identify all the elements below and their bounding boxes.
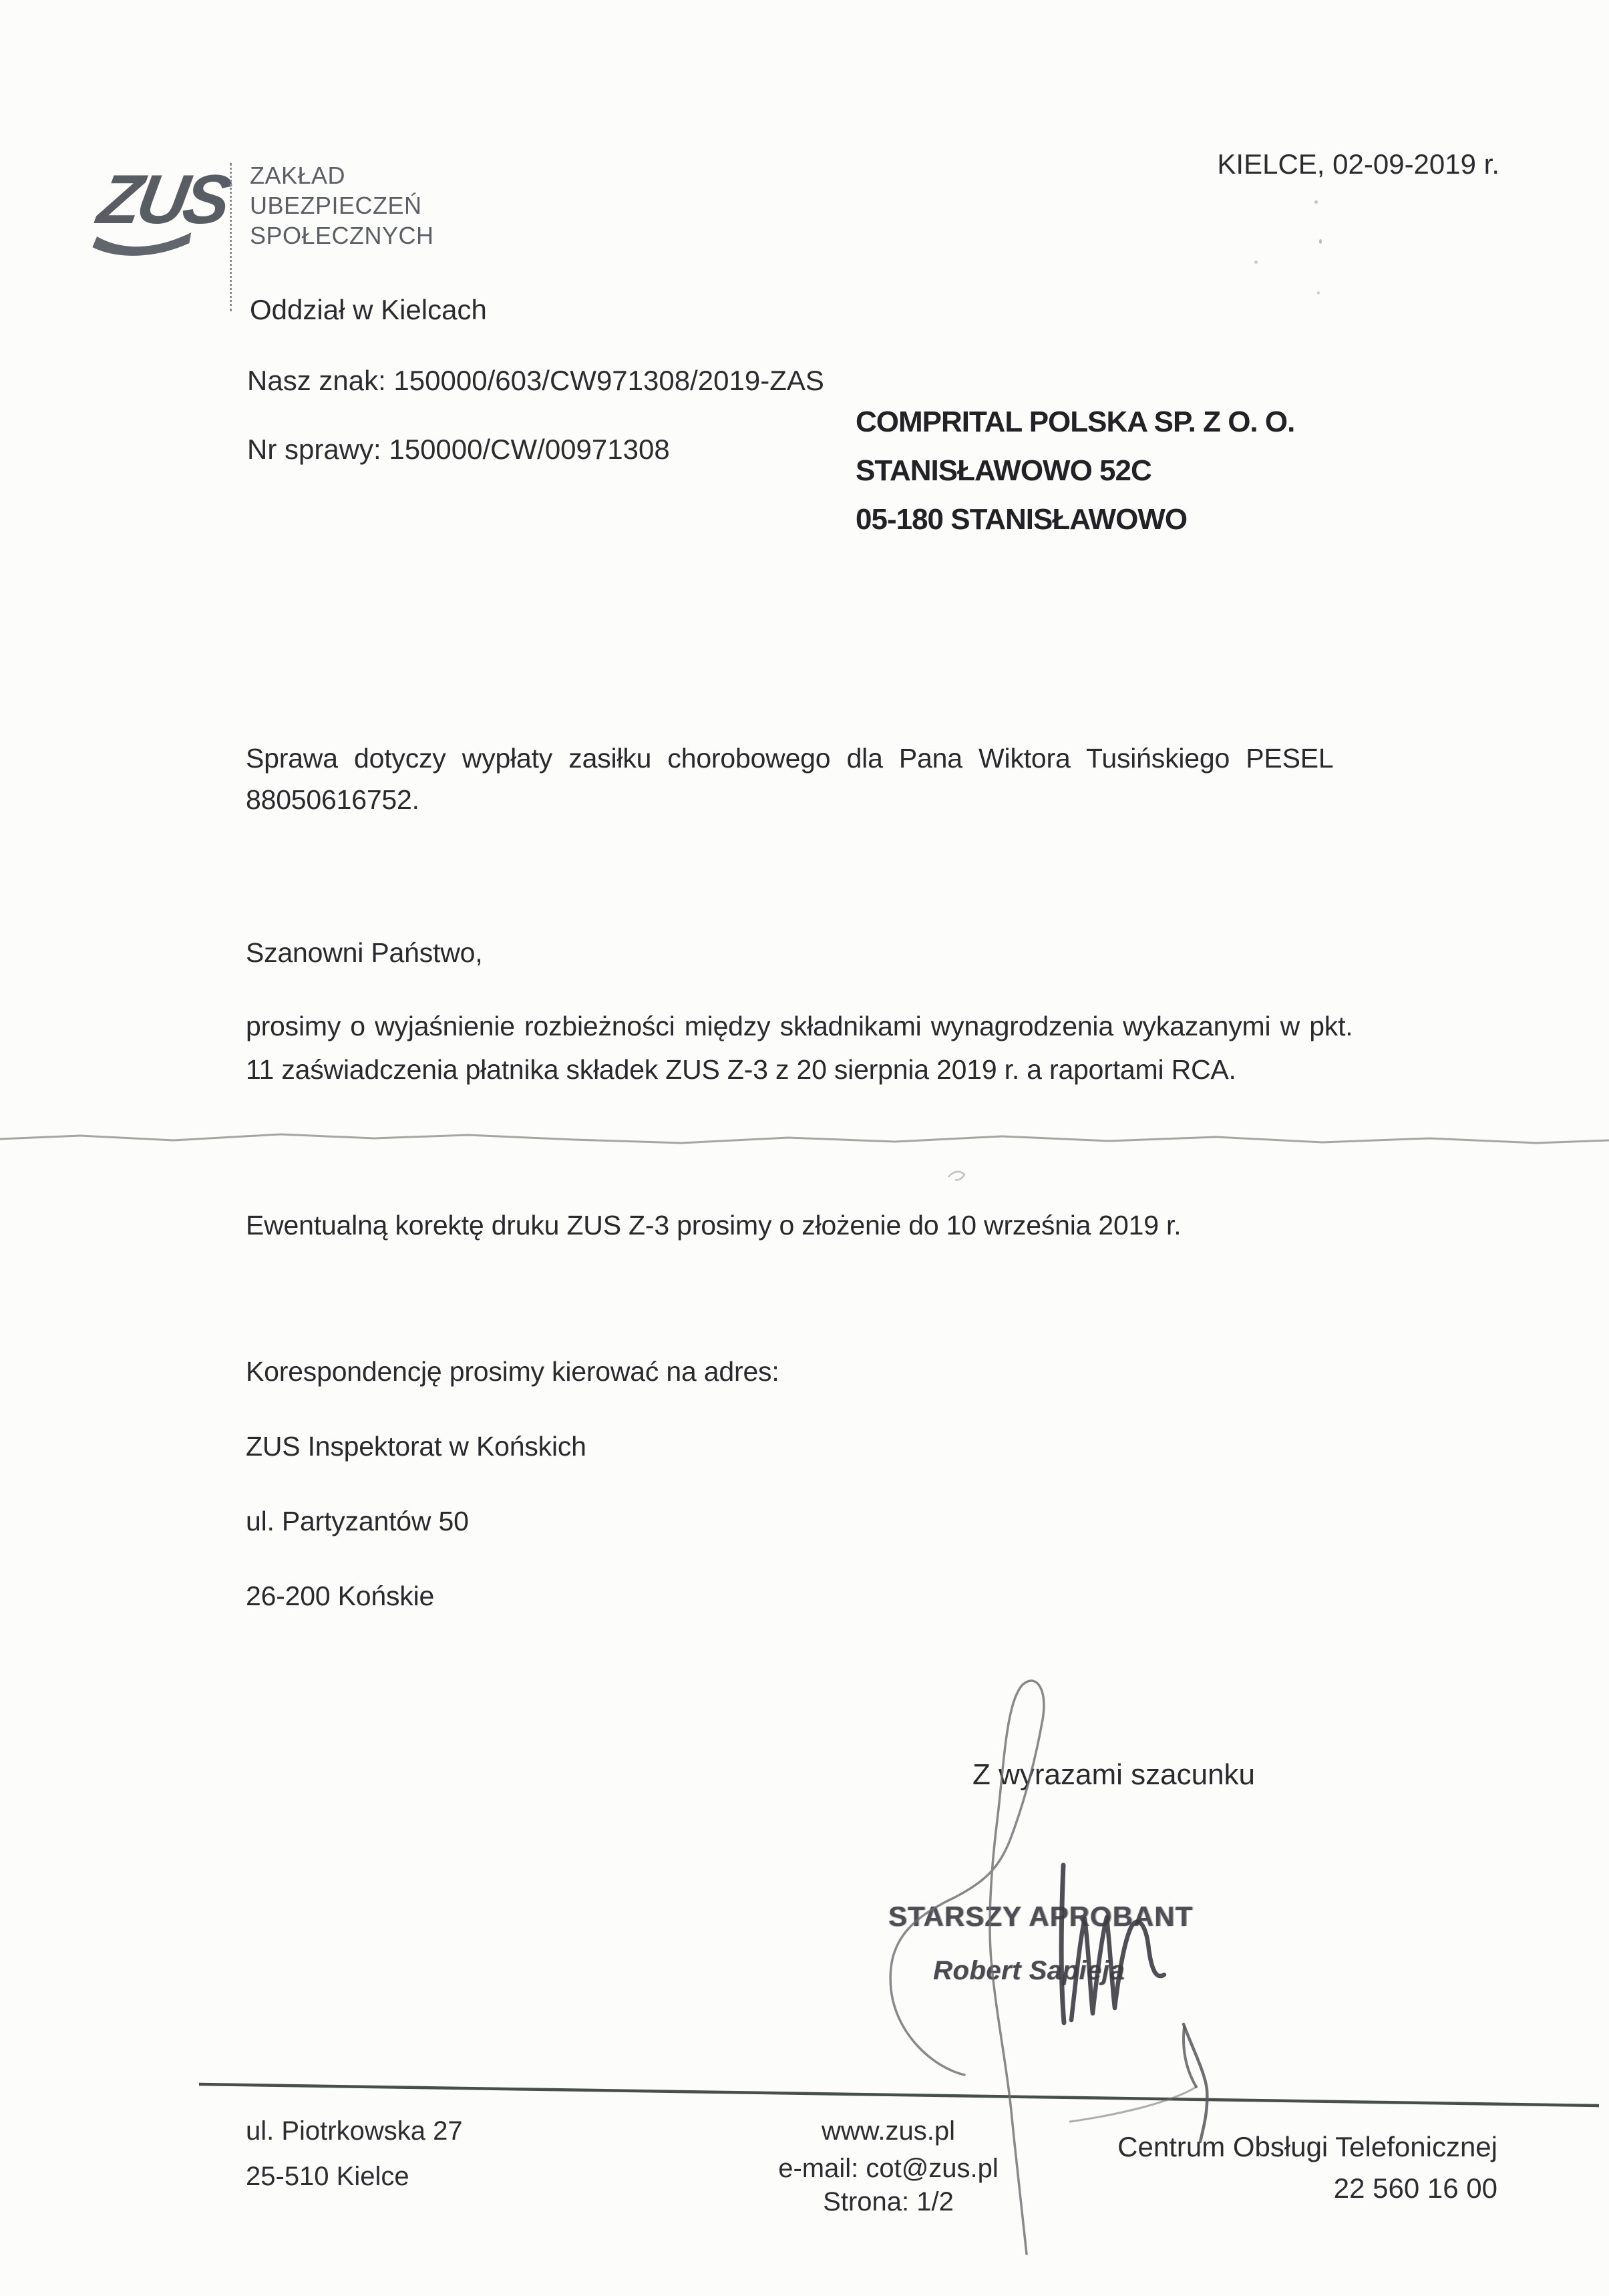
recipient-name: COMPRITAL POLSKA SP. Z O. O.: [856, 405, 1295, 438]
scan-speck: [1254, 261, 1258, 264]
salutation: Szanowni Państwo,: [246, 937, 483, 968]
pen-hook-stroke: [1184, 2027, 1196, 2087]
pen-hook-stroke: [1184, 2024, 1207, 2142]
scan-smudge: [948, 1172, 964, 1180]
logo-divider: [230, 163, 232, 311]
fold-crease-line: [0, 1134, 1609, 1143]
scan-speck: [1319, 239, 1322, 244]
case-number: Nr sprawy: 150000/CW/00971308: [247, 434, 670, 465]
footer-rule: [199, 2084, 1599, 2106]
correspondence-address-street: ul. Partyzantów 50: [246, 1506, 469, 1536]
zus-logo: [92, 158, 234, 271]
sign-off: Z wyrazami szacunku: [972, 1758, 1256, 1791]
branch-name: Oddział w Kielcach: [250, 294, 487, 325]
deadline-line: Ewentualną korektę druku ZUS Z-3 prosimy o złożenie do 10 września 2019 r.: [246, 1210, 1182, 1241]
subject-line-2: 88050616752.: [246, 784, 419, 815]
footer-email: e-mail: cot@zus.pl: [778, 2154, 999, 2183]
our-reference: Nasz znak: 150000/603/CW971308/2019-ZAS: [247, 365, 824, 396]
organization-name: [250, 160, 434, 251]
footer-phone: 22 560 16 00: [1333, 2172, 1497, 2204]
correspondence-address-name: ZUS Inspektorat w Końskich: [246, 1431, 586, 1462]
footer-call-center: Centrum Obsługi Telefonicznej: [1117, 2131, 1497, 2162]
footer-address-line2: 25-510 Kielce: [246, 2162, 409, 2191]
scan-speck: [1314, 200, 1318, 204]
recipient-city: 05-180 STANISŁAWOWO: [856, 503, 1188, 536]
zus-logo-text: ZUS: [92, 160, 234, 238]
request-line-2: 11 zaświadczenia płatnika składek ZUS Z-3 z 20 sierpnia 2019 r. a raportami RCA.: [246, 1054, 1236, 1085]
letter-date: KIELCE, 02-09-2019 r.: [1217, 148, 1499, 180]
subject-line-1: Sprawa dotyczy wypłaty zasiłku chorobowego dla Pana Wiktora Tusińskiego PESEL: [246, 743, 1334, 774]
organization-name-line3: SPOŁECZNYCH: [250, 222, 434, 249]
correspondence-address-city: 26-200 Końskie: [246, 1581, 435, 1611]
footer-address-line1: ul. Piotrkowska 27: [246, 2116, 463, 2146]
signer-name-stamp: Robert Sapieja: [933, 1956, 1125, 1985]
organization-name-line1: ZAKŁAD: [250, 162, 346, 189]
signature-scribble: [1061, 1865, 1064, 2023]
scan-speck: [1317, 291, 1320, 295]
recipient-street: STANISŁAWOWO 52C: [856, 454, 1151, 487]
pen-hook-tail: [1070, 2087, 1196, 2122]
footer-page-number: Strona: 1/2: [823, 2187, 954, 2217]
footer-website: www.zus.pl: [821, 2116, 956, 2146]
correspondence-intro: Korespondencję prosimy kierować na adres:: [246, 1356, 779, 1387]
request-line-1: prosimy o wyjaśnienie rozbieżności między składnikami wynagrodzenia wykazanymi w pkt.: [246, 1011, 1353, 1041]
organization-name-line2: UBEZPIECZEŃ: [250, 192, 422, 219]
signer-title-stamp: STARSZY APROBANT: [888, 1901, 1194, 1932]
